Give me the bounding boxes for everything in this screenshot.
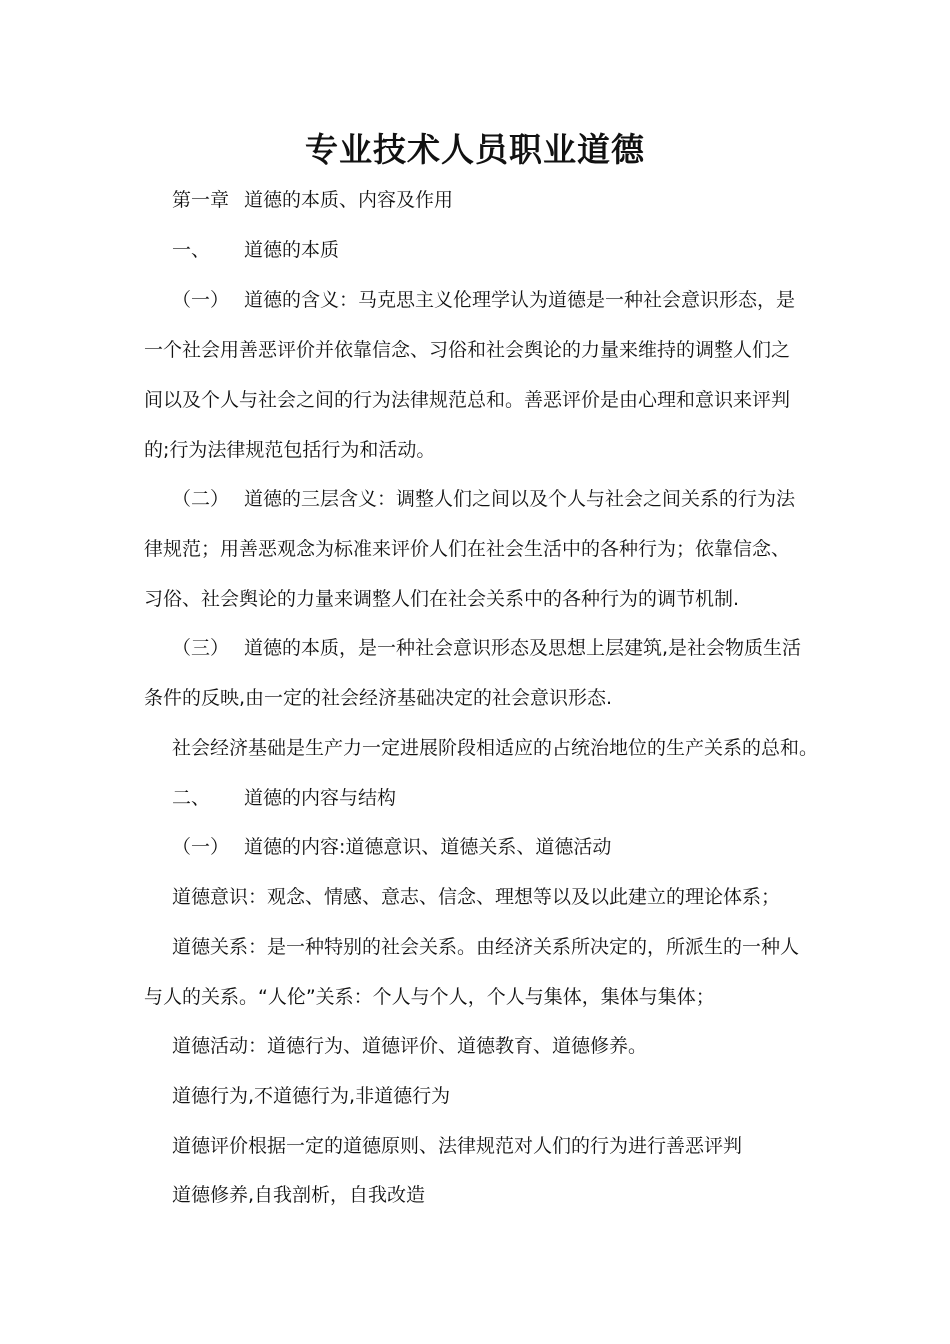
paragraph-7-line-2: 与人的关系。“人伦”关系：个人与个人，个人与集体，集体与集体；: [144, 986, 715, 1008]
paragraph-1-line-3: 间以及个人与社会之间的行为法律规范总和。善恶评价是由心理和意识来评判: [144, 389, 791, 411]
chapter-text: 道德的本质、内容及作用: [244, 189, 454, 211]
paragraph-4: 社会经济基础是生产力一定进展阶段相适应的占统治地位的生产关系的总和。: [172, 737, 819, 759]
paragraph-5: [172, 834, 611, 860]
paragraph-1-line-2: 一个社会用善恶评价并依靠信念、习俗和社会舆论的力量来维持的调整人们之: [144, 339, 791, 361]
paragraph-text: 道德的内容:道德意识、道德关系、道德活动: [244, 836, 612, 858]
item-label: （二）: [172, 488, 230, 510]
section-label: 一、: [172, 239, 211, 261]
paragraph-3-line-1: [172, 635, 801, 661]
paragraph-1-line-1: [172, 287, 795, 313]
paragraph-3-line-2: 条件的反映,由一定的社会经济基础决定的社会意识形态.: [144, 687, 613, 709]
section-heading-1: [172, 237, 339, 263]
chapter-heading: [172, 187, 453, 213]
section-text: 道德的内容与结构: [244, 787, 397, 809]
chapter-label: 第一章: [172, 189, 230, 211]
item-label: （三）: [172, 637, 230, 659]
document-title: 专业技术人员职业道德: [305, 130, 645, 169]
paragraph-8: 道德活动：道德行为、道德评价、道德教育、道德修养。: [172, 1035, 648, 1057]
paragraph-text: 道德的三层含义：调整人们之间以及个人与社会之间关系的行为法: [244, 488, 796, 510]
paragraph-6: 道德意识：观念、情感、意志、信念、理想等以及以此建立的理论体系；: [172, 886, 781, 908]
section-heading-2: [172, 785, 396, 811]
item-label: （一）: [172, 836, 230, 858]
paragraph-7-line-1: 道德关系：是一种特别的社会关系。由经济关系所决定的，所派生的一种人: [172, 936, 800, 958]
paragraph-text: 道德的含义：马克思主义伦理学认为道德是一种社会意识形态，是: [244, 289, 796, 311]
paragraph-text: 道德的本质，是一种社会意识形态及思想上层建筑,是社会物质生活: [244, 637, 802, 659]
paragraph-11: 道德修养,自我剖析，自我改造: [172, 1184, 426, 1206]
paragraph-1-line-4: 的;行为法律规范包括行为和活动。: [144, 439, 436, 461]
paragraph-2-line-3: 习俗、社会舆论的力量来调整人们在社会关系中的各种行为的调节机制.: [144, 588, 740, 610]
paragraph-2-line-1: [172, 486, 795, 512]
section-label: 二、: [172, 787, 211, 809]
section-text: 道德的本质: [244, 239, 340, 261]
paragraph-2-line-2: 律规范；用善恶观念为标准来评价人们在社会生活中的各种行为；依靠信念、: [144, 538, 791, 560]
paragraph-10: 道德评价根据一定的道德原则、法律规范对人们的行为进行善恶评判: [172, 1135, 743, 1157]
paragraph-9: 道德行为,不道德行为,非道德行为: [172, 1085, 451, 1107]
item-label: （一）: [172, 289, 230, 311]
